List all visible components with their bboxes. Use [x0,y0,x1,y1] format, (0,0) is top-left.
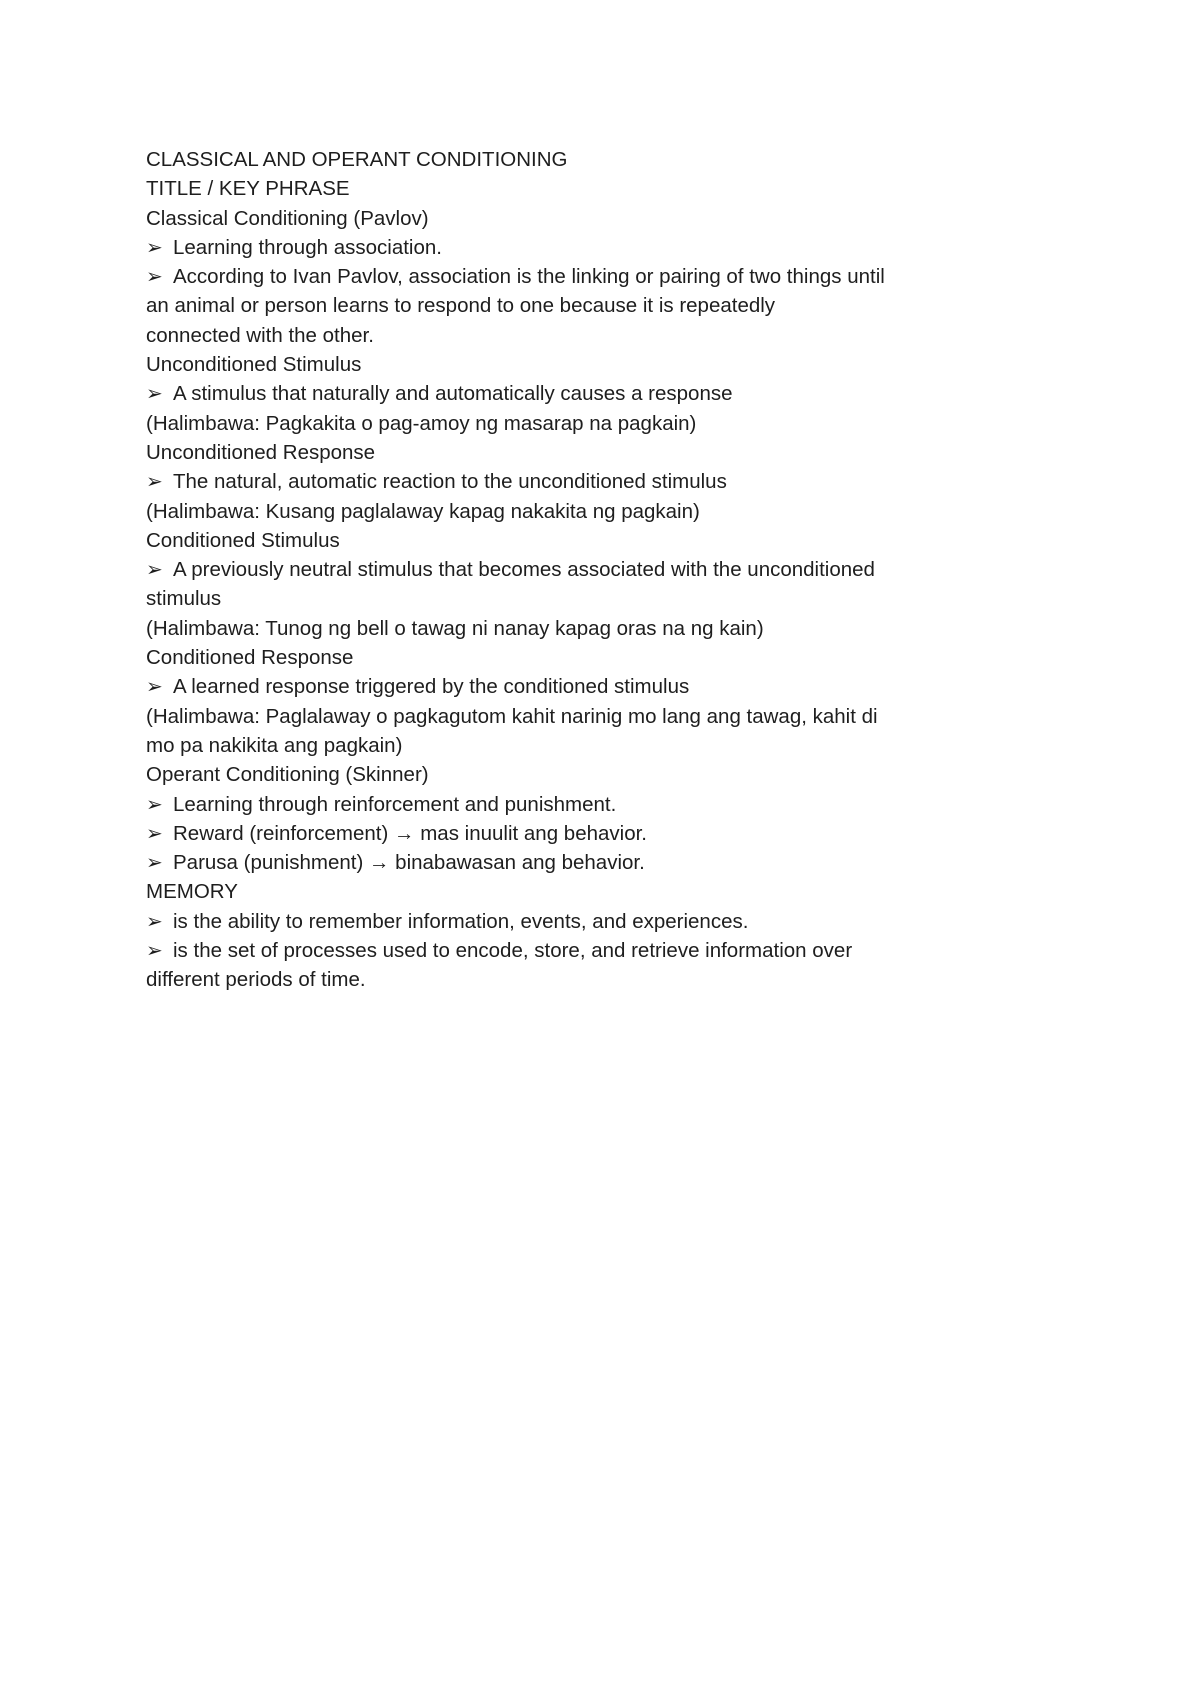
section-heading [146,145,966,174]
body-text-line [146,409,966,438]
line-text: A stimulus that naturally and automatically causes a response [173,382,733,406]
arrow-bullet-icon: ➢ [146,820,163,845]
body-text-line [146,702,966,731]
bullet-item [146,379,966,408]
arrow-bullet-icon: ➢ [146,234,163,259]
line-text: The natural, automatic reaction to the unconditioned stimulus [173,470,727,494]
bullet-item [146,819,966,848]
bullet-item [146,672,966,701]
line-text: is the set of processes used to encode, store, and retrieve information over [173,939,853,963]
line-text: MEMORY [146,880,238,904]
body-text-line [146,497,966,526]
line-text: an animal or person learns to respond to one because it is repeatedly [146,294,776,318]
line-text: Unconditioned Stimulus [146,353,362,377]
body-text-line [146,614,966,643]
line-text: is the ability to remember information, events, and experiences. [173,909,749,933]
body-text-line [146,731,966,760]
bullet-item [146,467,966,496]
arrow-bullet-icon: ➢ [146,791,163,816]
arrow-bullet-icon: ➢ [146,381,163,406]
bullet-item [146,262,966,291]
line-text: Unconditioned Response [146,440,376,464]
bullet-item [146,790,966,819]
document-body [146,145,966,995]
line-text: Parusa (punishment) → binabawasan ang behavior. [173,851,645,875]
section-heading [146,643,966,672]
arrow-bullet-icon: ➢ [146,674,163,699]
line-text: Reward (reinforcement) → mas inuulit ang behavior. [173,821,647,845]
bullet-item [146,848,966,877]
line-text: connected with the other. [146,323,374,347]
body-text-line [146,965,966,994]
line-text: (Halimbawa: Pagkakita o pag-amoy ng masarap na pagkain) [146,411,697,435]
section-heading [146,877,966,906]
line-text: Conditioned Response [146,646,354,670]
arrow-bullet-icon: ➢ [146,938,163,963]
body-text-line [146,584,966,613]
line-text: mo pa nakikita ang pagkain) [146,733,403,757]
line-text: Classical Conditioning (Pavlov) [146,206,429,230]
line-text: Operant Conditioning (Skinner) [146,763,429,787]
section-heading [146,204,966,233]
line-text: CLASSICAL AND OPERANT CONDITIONING [146,148,568,171]
bullet-item [146,555,966,584]
bullet-item [146,907,966,936]
section-heading [146,350,966,379]
bullet-item [146,233,966,262]
line-text: stimulus [146,587,222,611]
arrow-bullet-icon: ➢ [146,557,163,582]
line-text: TITLE / KEY PHRASE [146,177,350,201]
line-text: Learning through reinforcement and punishment. [173,792,617,816]
section-heading [146,438,966,467]
line-text: Conditioned Stimulus [146,528,340,552]
section-heading [146,760,966,789]
body-text-line [146,291,966,320]
line-text: (Halimbawa: Paglalaway o pagkagutom kahit narinig mo lang ang tawag, kahit di [146,704,878,728]
arrow-bullet-icon: ➢ [146,850,163,875]
arrow-bullet-icon: ➢ [146,264,163,289]
line-text: A learned response triggered by the conditioned stimulus [173,675,690,699]
arrow-bullet-icon: ➢ [146,908,163,933]
line-text: A previously neutral stimulus that becomes associated with the unconditioned [173,558,875,582]
section-heading [146,174,966,203]
line-text: Learning through association. [173,235,442,259]
bullet-item [146,936,966,965]
line-text: According to Ivan Pavlov, association is the linking or pairing of two things until [173,265,885,289]
body-text-line [146,321,966,350]
line-text: (Halimbawa: Kusang paglalaway kapag nakakita ng pagkain) [146,499,700,523]
section-heading [146,526,966,555]
line-text: (Halimbawa: Tunog ng bell o tawag ni nanay kapag oras na ng kain) [146,616,764,640]
line-text: different periods of time. [146,968,366,992]
arrow-bullet-icon: ➢ [146,469,163,494]
